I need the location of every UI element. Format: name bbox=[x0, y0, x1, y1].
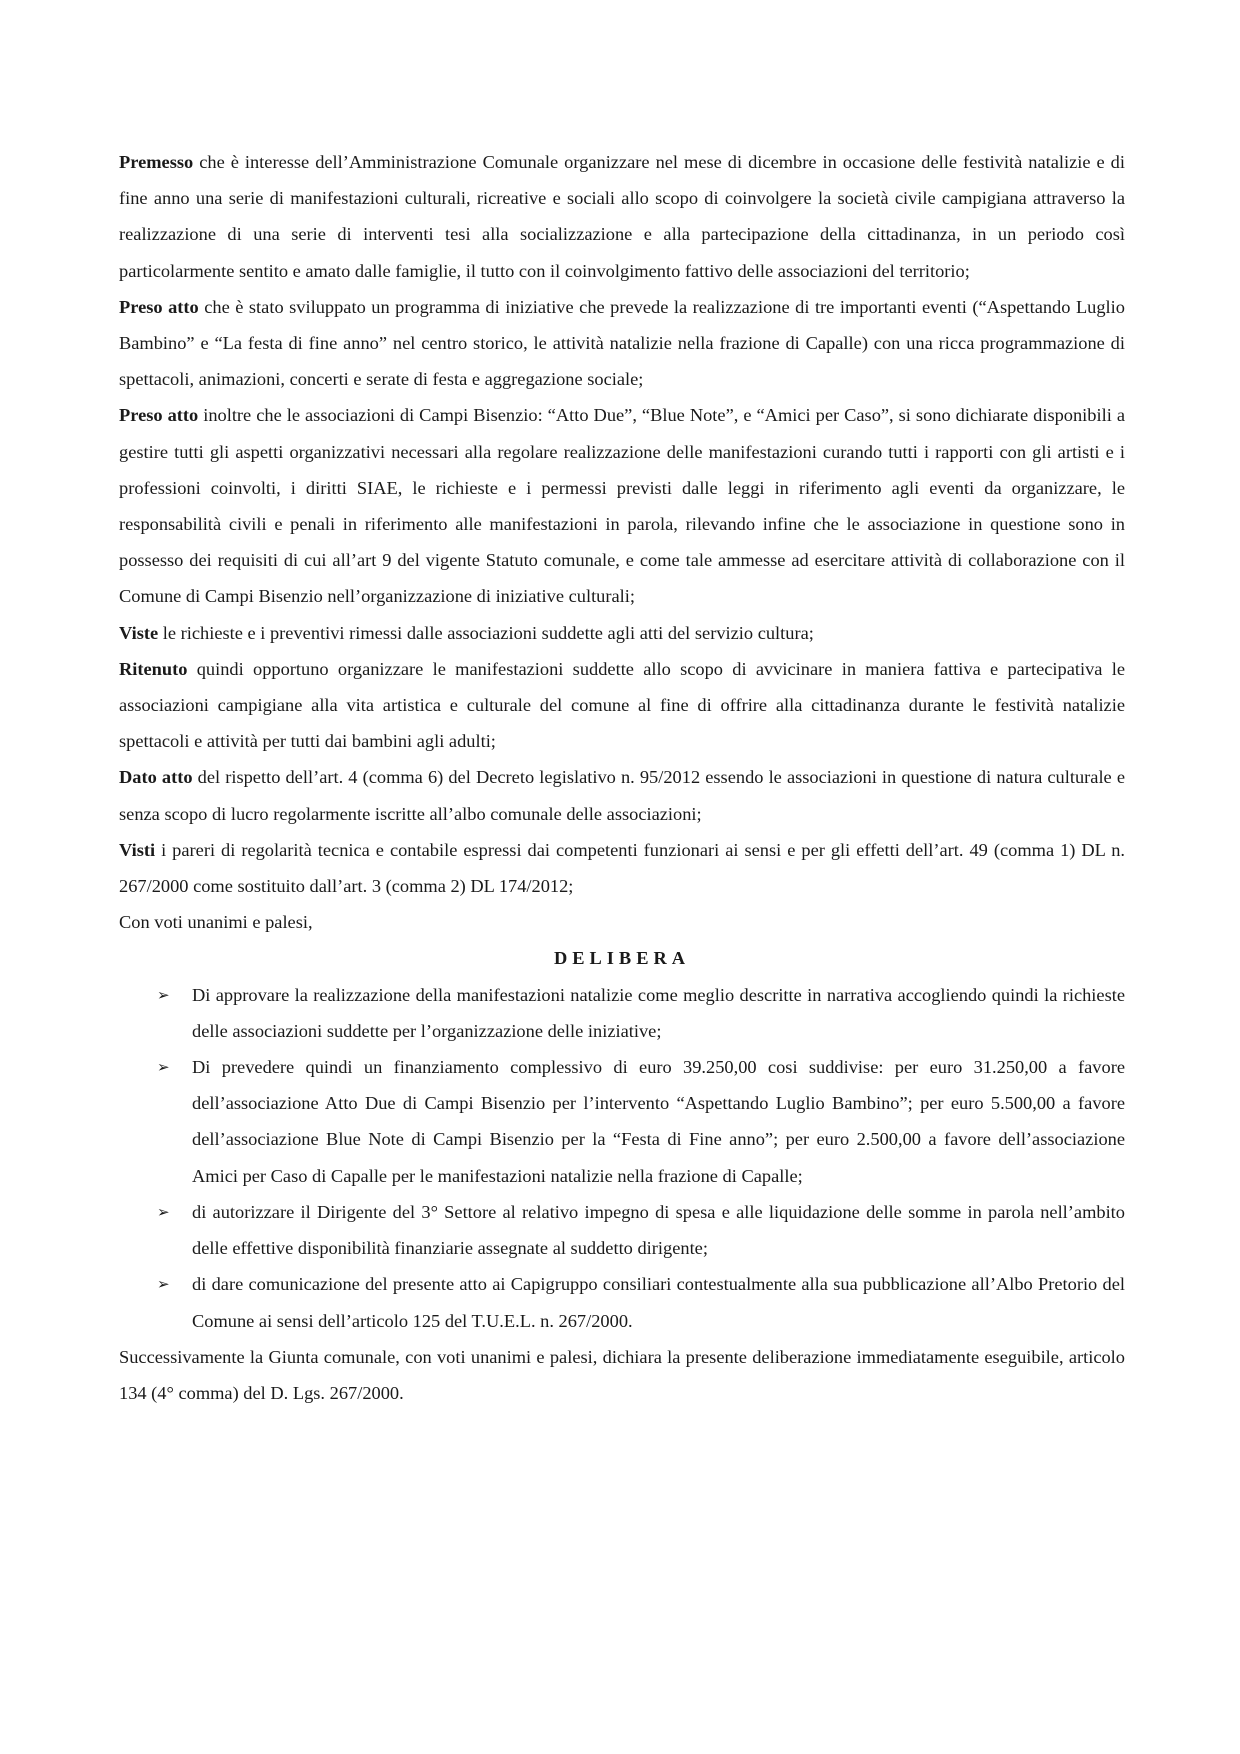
paragraph-preso-atto-2 bbox=[119, 397, 1125, 614]
arrow-bullet-icon: ➢ bbox=[157, 985, 170, 1004]
paragraph-visti bbox=[119, 832, 1125, 904]
paragraph-viste bbox=[119, 615, 1125, 651]
resolution-text: Di prevedere quindi un finanziamento complessivo di euro 39.250,00 cosi suddivise: per euro 31.250,00 a favore dell’associazione Atto Due di Campi Bisenzio per l’intervento “Aspettando Luglio Bambino”; per euro 5.500,00 a favore dell’associazione Blue Note di Campi Bisenzio per la “Festa di Fine anno”; per euro 2.500,00 a favore dell’associazione Amici per Caso di Capalle per le manifestazioni natalizie nella frazione di Capalle; bbox=[192, 1057, 1125, 1186]
paragraph-text: quindi opportuno organizzare le manifestazioni suddette allo scopo di avvicinare in maniera fattiva e partecipativa le associazioni campigiane alla vita artistica e culturale del comune al fine di offrire alla cittadinanza durante le festività natalizie spettacoli e attività per tutti dai bambini agli adulti; bbox=[119, 658, 1125, 752]
arrow-bullet-icon: ➢ bbox=[157, 1058, 170, 1077]
paragraph-text: che è interesse dell’Amministrazione Comunale organizzare nel mese di dicembre in occasione delle festività natalizie e di fine anno una serie di manifestazioni culturali, ricreative e sociali allo scopo di coinvolgere la società civile campigiana attraverso la realizzazione di una serie di interventi tesi alla socializzazione e alla partecipazione della cittadinanza, in un periodo così particolarmente sentito e amato dalle famiglie, il tutto con il coinvolgimento fattivo delle associazioni del territorio; bbox=[119, 152, 1125, 281]
resolution-text: Di approvare la realizzazione della manifestazioni natalizie come meglio descritte in narrativa accogliendo quindi la richieste delle associazioni suddette per l’organizzazione delle iniziative; bbox=[192, 984, 1125, 1041]
paragraph-lead: Preso atto bbox=[119, 296, 199, 317]
list-item bbox=[119, 1194, 1125, 1266]
paragraph-dato-atto bbox=[119, 759, 1125, 831]
paragraph-text: inoltre che le associazioni di Campi Bisenzio: “Atto Due”, “Blue Note”, e “Amici per Caso”, si sono dichiarate disponibili a gestire tutti gli aspetti organizzativi necessari alla regolare realizzazione delle manifestazioni curando tutti i rapporti con gli artisti e i professioni coinvolti, i diritti SIAE, le richieste e i permessi previsti dalle leggi in riferimento agli eventi da organizzare, le responsabilità civili e penali in riferimento alle manifestazioni in parola, rilevando infine che le associazione in questione sono in possesso dei requisiti di cui all’art 9 del vigente Statuto comunale, e come tale ammesse ad esercitare attività di collaborazione con il Comune di Campi Bisenzio nell’organizzazione di iniziative culturali; bbox=[119, 405, 1125, 607]
closing-paragraph: Successivamente la Giunta comunale, con voti unanimi e palesi, dichiara la presente deliberazione immediatamente eseguibile, articolo 134 (4° comma) del D. Lgs. 267/2000. bbox=[119, 1346, 1125, 1403]
resolution-text: di autorizzare il Dirigente del 3° Settore al relativo impegno di spesa e alle liquidazione delle somme in parola nell’ambito delle effettive disponibilità finanziarie assegnate al suddetto dirigente; bbox=[192, 1201, 1125, 1259]
resolution-text: di dare comunicazione del presente atto ai Capigruppo consiliari contestualmente alla sua pubblicazione all’Albo Pretorio del Comune ai sensi dell’articolo 125 del T.U.E.L. n. 267/2000. bbox=[192, 1274, 1125, 1331]
paragraph-ritenuto bbox=[119, 651, 1125, 760]
delibera-heading: DELIBERA bbox=[553, 948, 691, 969]
paragraph-lead: Premesso bbox=[119, 152, 194, 172]
paragraph-text: i pareri di regolarità tecnica e contabile espressi dai competenti funzionari ai sensi e per gli effetti dell’art. 49 (comma 1) DL n. 267/2000 come sostituito dall’art. 3 (comma 2) DL 174/2012; bbox=[119, 839, 1125, 897]
paragraph-text: le richieste e i preventivi rimessi dalle associazioni suddette agli atti del servizio cultura; bbox=[158, 622, 814, 643]
paragraph-text: del rispetto dell’art. 4 (comma 6) del Decreto legislativo n. 95/2012 essendo le associazioni in questione di natura culturale e senza scopo di lucro regolarmente iscritte all’albo comunale delle associazioni; bbox=[119, 767, 1125, 824]
paragraph-lead: Dato atto bbox=[119, 767, 193, 788]
voting-line: Con voti unanimi e palesi, bbox=[119, 912, 313, 933]
paragraph-lead: Visti bbox=[119, 839, 156, 860]
list-item bbox=[119, 977, 1125, 1049]
paragraph-preso-atto-1 bbox=[119, 289, 1125, 398]
paragraph-lead: Preso atto bbox=[119, 405, 199, 426]
list-item bbox=[119, 1049, 1125, 1194]
paragraph-lead: Viste bbox=[119, 622, 159, 643]
paragraph-text: che è stato sviluppato un programma di iniziative che prevede la realizzazione di tre importanti eventi (“Aspettando Luglio Bambino” e “La festa di fine anno” nel centro storico, le attività natalizie nella frazione di Capalle) con una ricca programmazione di spettacoli, animazioni, concerti e serate di festa e aggregazione sociale; bbox=[119, 296, 1125, 390]
document-page bbox=[119, 144, 1125, 1411]
list-item bbox=[119, 1266, 1125, 1338]
paragraph-lead: Ritenuto bbox=[119, 658, 188, 679]
arrow-bullet-icon: ➢ bbox=[157, 1275, 170, 1294]
paragraph-premesso bbox=[119, 144, 1125, 289]
arrow-bullet-icon: ➢ bbox=[157, 1202, 170, 1221]
resolution-list bbox=[119, 977, 1125, 1339]
